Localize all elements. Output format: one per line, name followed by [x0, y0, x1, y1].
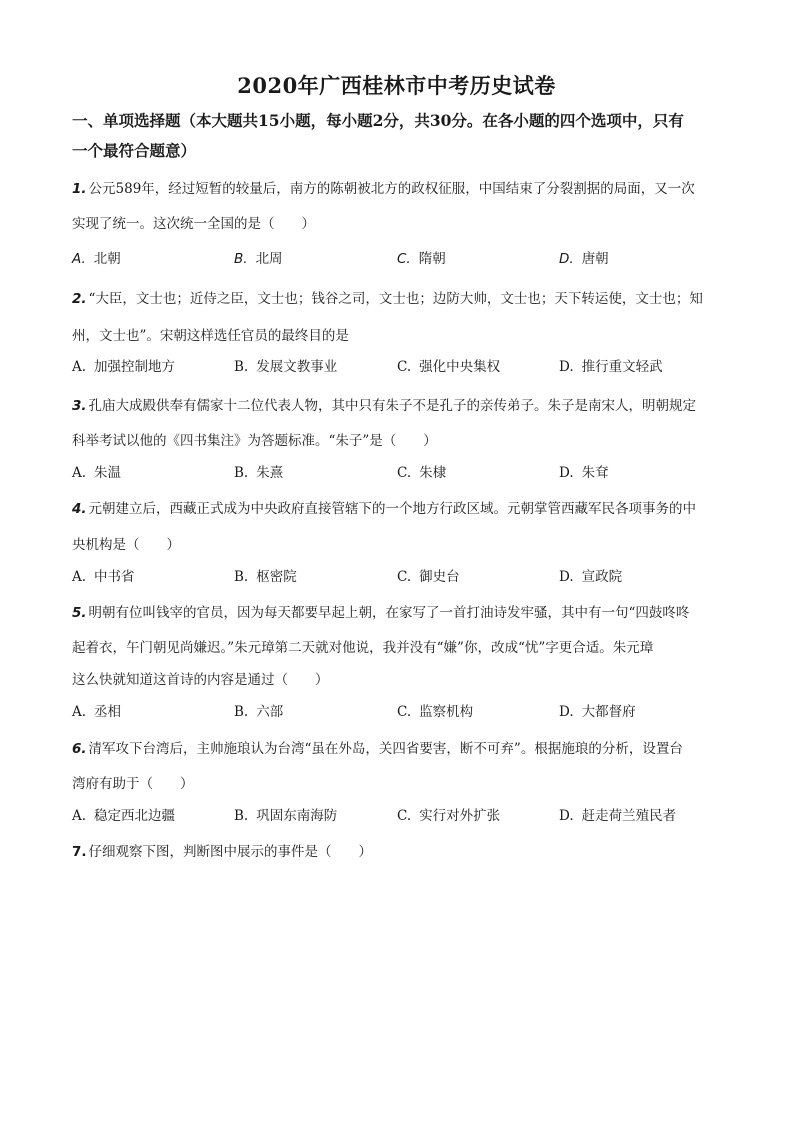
- option-a: [72, 703, 121, 721]
- option-label: D.: [559, 569, 574, 585]
- option-text: 赶走荷兰殖民者: [581, 808, 677, 824]
- option-b: [234, 250, 283, 268]
- question-text: 清军攻下台湾后，主帅施琅认为台湾“虽在外岛，关四省要害，断不可弃”。根据施琅的分析，设置台: [88, 741, 683, 757]
- option-text: 北朝: [93, 251, 121, 267]
- question-5-line-2: 起着衣，午门朝见尚嫌迟。”朱元璋第二天就对他说，我并没有“嫌”你，改成“忧”字更合适。朱元璋: [72, 640, 654, 656]
- option-text: 北周: [255, 251, 283, 267]
- option-label: C.: [397, 808, 412, 824]
- option-label: A.: [72, 359, 87, 375]
- option-label: A.: [72, 465, 87, 481]
- option-d: [559, 358, 663, 376]
- option-label: C.: [397, 251, 411, 267]
- question-3-options: [72, 464, 732, 482]
- option-text: 稳定西北边疆: [94, 808, 176, 824]
- section-heading-line-2: 一个最符合题意）: [72, 141, 197, 160]
- question-4-options: [72, 568, 732, 586]
- option-label: D.: [559, 465, 574, 481]
- option-b: [234, 568, 297, 586]
- option-c: [397, 464, 446, 482]
- question-number: 4.: [72, 501, 87, 517]
- question-1-line-1: [72, 180, 732, 198]
- question-4-line-2: 央机构是（ ）: [72, 537, 180, 553]
- option-a: [72, 807, 175, 825]
- option-c: [397, 807, 500, 825]
- option-label: B.: [234, 569, 249, 585]
- question-number: 5.: [72, 605, 87, 621]
- section-heading-line-1: 一、单项选择题（本大题共15小题，每小题2分，共30分。在各小题的四个选项中，只有: [72, 111, 684, 130]
- option-label: D.: [559, 704, 574, 720]
- question-6-line-2: 湾府有助于（ ）: [72, 776, 194, 792]
- option-text: 大都督府: [581, 704, 636, 720]
- option-text: 唐朝: [581, 251, 609, 267]
- option-text: 中书省: [94, 569, 135, 585]
- option-c: [397, 703, 473, 721]
- option-label: B.: [234, 251, 248, 267]
- question-6-line-1: [72, 740, 732, 758]
- option-text: 朱温: [94, 465, 122, 481]
- question-text: 孔庙大成殿供奉有儒家十二位代表人物，其中只有朱子不是孔子的亲传弟子。朱子是南宋人，明朝规定: [88, 398, 697, 414]
- option-text: 枢密院: [256, 569, 297, 585]
- option-a: [72, 250, 121, 268]
- question-3-line-2: 科举考试以他的《四书集注》为答题标准。“朱子”是（ ）: [72, 433, 437, 449]
- question-5-options: [72, 703, 732, 721]
- option-text: 监察机构: [419, 704, 474, 720]
- option-d: [559, 703, 636, 721]
- option-d: [559, 464, 609, 482]
- question-2-options: [72, 358, 732, 376]
- question-text: “大臣，文士也；近侍之臣，文士也；钱谷之司，文士也；边防大帅，文士也；天下转运使，文士也；知: [88, 291, 703, 307]
- option-label: D.: [559, 808, 574, 824]
- option-b: [234, 807, 337, 825]
- option-text: 隋朝: [418, 251, 446, 267]
- question-number: 1.: [72, 181, 87, 197]
- question-3-line-1: [72, 397, 732, 415]
- option-text: 朱耷: [581, 465, 609, 481]
- question-number: 3.: [72, 398, 87, 414]
- question-1-options: [72, 250, 732, 268]
- question-4-line-1: [72, 500, 732, 518]
- option-label: B.: [234, 808, 249, 824]
- option-text: 实行对外扩张: [419, 808, 501, 824]
- option-text: 强化中央集权: [419, 359, 501, 375]
- option-text: 巩固东南海防: [256, 808, 338, 824]
- option-d: [559, 568, 622, 586]
- question-1-line-2: 实现了统一。这次统一全国的是（ ）: [72, 216, 315, 232]
- option-d: [559, 807, 676, 825]
- option-text: 宣政院: [581, 569, 623, 585]
- option-label: B.: [234, 359, 249, 375]
- option-text: 丞相: [94, 704, 122, 720]
- option-label: C.: [397, 704, 412, 720]
- option-label: D.: [559, 359, 574, 375]
- option-c: [397, 250, 446, 268]
- option-a: [72, 568, 135, 586]
- option-label: D.: [559, 251, 574, 267]
- option-label: A.: [72, 569, 87, 585]
- page-title: 2020年广西桂林市中考历史试卷: [237, 73, 556, 98]
- question-2-line-1: [72, 290, 732, 308]
- option-label: A.: [72, 808, 87, 824]
- question-text: 仔细观察下图，判断图中展示的事件是（ ）: [88, 844, 373, 860]
- option-label: A.: [72, 251, 86, 267]
- option-label: C.: [397, 465, 412, 481]
- option-b: [234, 703, 283, 721]
- question-text: 元朝建立后，西藏正式成为中央政府直接管辖下的一个地方行政区域。元朝掌管西藏军民各项事务的中: [88, 501, 697, 517]
- question-6-options: [72, 807, 732, 825]
- option-label: C.: [397, 569, 412, 585]
- option-b: [234, 464, 283, 482]
- question-7-line-1: [72, 843, 732, 861]
- option-d: [559, 250, 609, 268]
- option-c: [397, 358, 500, 376]
- option-text: 推行重文轻武: [581, 359, 663, 375]
- option-b: [234, 358, 337, 376]
- option-text: 加强控制地方: [94, 359, 176, 375]
- question-text: 公元589年，经过短暂的较量后，南方的陈朝被北方的政权征服，中国结束了分裂割据的局面，又一次: [88, 181, 695, 197]
- question-text: 明朝有位叫钱宰的官员，因为每天都要早起上朝，在家写了一首打油诗发牢骚，其中有一句“四鼓咚咚: [88, 605, 690, 621]
- question-2-line-2: 州，文士也”。宋朝这样选任官员的最终目的是: [72, 328, 349, 344]
- option-label: B.: [234, 704, 249, 720]
- question-5-line-3: 这么快就知道这首诗的内容是通过（ ）: [72, 672, 329, 688]
- option-label: C.: [397, 359, 412, 375]
- option-text: 六部: [256, 704, 284, 720]
- option-text: 发展文教事业: [256, 359, 338, 375]
- option-text: 朱棣: [419, 465, 447, 481]
- question-number: 6.: [72, 741, 87, 757]
- option-text: 朱熹: [256, 465, 284, 481]
- question-number: 7.: [72, 844, 87, 860]
- question-5-line-1: [72, 604, 732, 622]
- option-text: 御史台: [419, 569, 460, 585]
- option-c: [397, 568, 460, 586]
- option-a: [72, 464, 121, 482]
- option-label: A.: [72, 704, 87, 720]
- question-number: 2.: [72, 291, 87, 307]
- option-label: B.: [234, 465, 249, 481]
- option-a: [72, 358, 175, 376]
